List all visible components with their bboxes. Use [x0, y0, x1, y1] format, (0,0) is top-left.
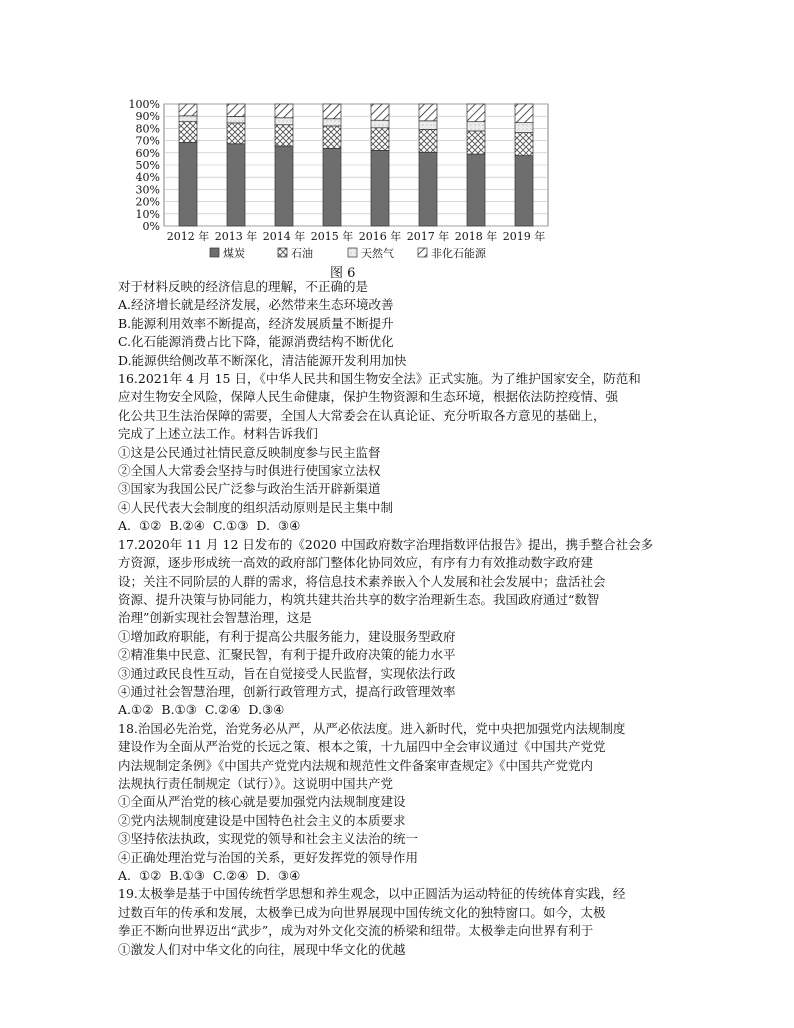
- bar-segment-4: [323, 104, 341, 119]
- y-tick-label: 70%: [135, 134, 160, 148]
- bar-segment-2: [515, 133, 533, 156]
- bar-segment-2: [371, 128, 389, 151]
- x-tick-label: 2017 年: [406, 230, 450, 243]
- q18-answer-options: A. ①② B.①③ C.②④ D. ③④: [118, 868, 301, 883]
- y-tick-label: 50%: [135, 159, 160, 172]
- q18-statement-1: ①全面从严治党的核心就是要加强党内法规制度建设: [118, 794, 406, 810]
- q17-statement-1: ①增加政府职能，有利于提高公共服务能力，建设服务型政府: [118, 628, 456, 644]
- bar-segment-4: [371, 104, 389, 120]
- q18-stem-line: 法规执行责任制规定（试行）》。这说明中国共产党: [118, 775, 394, 791]
- bar-segment-3: [515, 123, 533, 133]
- question-stem: 对于材料反映的经济信息的理解，不正确的是: [118, 279, 369, 294]
- bar-segment-2: [227, 123, 245, 144]
- bar-segment-3: [467, 122, 485, 131]
- bar-segment-1: [467, 154, 485, 226]
- bar-segment-3: [419, 121, 437, 130]
- q18-statement-4: ④正确处理治党与治国的关系，更好发挥党的领导作用: [118, 849, 419, 865]
- x-tick-label: 2014 年: [262, 230, 306, 243]
- option-a: A.经济增长就是经济发展，必然带来生态环境改善: [118, 297, 394, 313]
- legend-label: 天然气: [361, 247, 394, 260]
- q18-stem-line: 18.治国必先治党，治党务必从严，从严必依法度。进入新时代，党中央把加强党内法规制度: [118, 720, 626, 736]
- q16-statement-1: ①这是公民通过社情民意反映制度参与民主监督: [118, 444, 381, 460]
- y-tick-label: 40%: [135, 171, 160, 185]
- legend-swatch: [418, 248, 427, 257]
- bar-segment-2: [323, 126, 341, 148]
- q16-statement-4: ④人民代表大会制度的组织活动原则是民主集中制: [118, 499, 394, 515]
- q19-stem-line: 过数百年的传承和发展，太极拳已成为向世界展现中国传统文化的独特窗口。如今，太极: [118, 904, 606, 920]
- q17-stem-line: 资源、提升决策与协同能力，构筑共建共治共享的数字治理新生态。我国政府通过“数智: [118, 591, 600, 607]
- q18-stem-line: 内法规制定条例》《中国共产党党内法规和规范性文件备案审查规定》《中国共产党党内: [118, 757, 594, 773]
- x-tick-label: 2013 年: [214, 230, 258, 243]
- q18-stem-line: 建设作为全面从严治党的长远之策、根本之策，十九届四中全会审议通过《中国共产党党: [118, 739, 606, 755]
- q17-statement-3: ③通过政民良性互动，旨在自觉接受人民监督，实现依法行政: [118, 665, 456, 681]
- bar-segment-1: [323, 148, 341, 226]
- y-tick-label: 20%: [135, 195, 160, 209]
- bar-segment-4: [515, 104, 533, 123]
- q16-answer-options: A. ①② B.②④ C.①③ D. ③④: [118, 518, 301, 534]
- bar-segment-4: [179, 104, 197, 116]
- bar-segment-4: [275, 104, 293, 118]
- figure-caption: 图 6: [330, 266, 356, 281]
- x-tick-label: 2019 年: [502, 230, 546, 243]
- q17-stem-line: 方资源，逐步形成统一高效的政府部门整体化协同效应，有序有力有效推动数字政府建: [118, 555, 594, 571]
- q17-stem-line: 17.2020年 11 月 12 日发布的《2020 中国政府数字治理指数评估报告》提出，携手整合社会多: [118, 536, 654, 552]
- energy-consumption-chart: [118, 96, 558, 272]
- bar-segment-4: [467, 104, 485, 122]
- bar-segment-3: [323, 119, 341, 126]
- bar-segment-4: [227, 104, 245, 116]
- bar-segment-1: [275, 146, 293, 226]
- y-tick-label: 30%: [135, 183, 160, 197]
- bar-segment-2: [419, 129, 437, 152]
- bar-segment-1: [419, 152, 437, 226]
- bar-segment-3: [227, 116, 245, 122]
- x-tick-label: 2018 年: [454, 230, 498, 243]
- q17-statement-2: ②精准集中民意、汇聚民智，有利于提升政府决策的能力水平: [118, 647, 456, 663]
- q16-stem-line: 化公共卫生法治保障的需要，全国人大常委会在认真论证、充分听取各方意见的基础上，: [118, 407, 606, 423]
- q16-statement-2: ②全国人大常委会坚持与时俱进行使国家立法权: [118, 463, 381, 479]
- bar-segment-1: [227, 144, 245, 226]
- bar-segment-1: [371, 150, 389, 226]
- option-b: B.能源利用效率不断提高，经济发展质量不断提升: [118, 315, 394, 331]
- y-tick-label: 80%: [135, 122, 160, 136]
- option-c: C.化石能源消费占比下降，能源消费结构不断优化: [118, 334, 394, 350]
- bar-segment-1: [179, 142, 197, 226]
- legend-label: 石油: [291, 247, 313, 260]
- q19-statement-1: ①激发人们对中华文化的向往，展现中华文化的优越: [118, 941, 406, 957]
- y-tick-label: 0%: [142, 220, 160, 233]
- q17-answer-options: A.①② B.①③ C.②④ D.③④: [118, 702, 285, 718]
- y-tick-label: 60%: [135, 146, 160, 160]
- bar-segment-4: [419, 104, 437, 121]
- legend-swatch: [348, 248, 357, 257]
- legend-swatch: [278, 248, 287, 257]
- q16-stem-line: 应对生物安全风险，保障人民生命健康，保护生物资源和生态环境，根据依法防控疫情、强: [118, 389, 619, 405]
- q18-statement-3: ③坚持依法执政，实现党的领导和社会主义法治的统一: [118, 831, 419, 847]
- q16-statement-3: ③国家为我国公民广泛参与政治生活开辟新渠道: [118, 481, 381, 497]
- stacked-bar-chart: [118, 96, 558, 272]
- q18-statement-2: ②党内法规制度建设是中国特色社会主义的本质要求: [118, 812, 406, 828]
- y-tick-label: 10%: [135, 207, 160, 221]
- option-d: D.能源供给侧改革不断深化，清洁能源开发利用加快: [118, 352, 407, 368]
- x-tick-label: 2016 年: [358, 230, 402, 243]
- question-text-body: [118, 278, 688, 959]
- q16-stem-line: 完成了上述立法工作。材料告诉我们: [118, 426, 319, 442]
- legend-label: 非化石能源: [431, 247, 486, 260]
- y-tick-label: 100%: [128, 98, 160, 111]
- y-tick-label: 90%: [135, 110, 160, 124]
- bar-segment-2: [179, 122, 197, 143]
- bar-segment-3: [371, 120, 389, 128]
- q16-stem-line: 16.2021年 4 月 15 日，《中华人民共和国生物安全法》正式实施。为了维护国家安全，防范和: [118, 371, 641, 387]
- q19-stem-line: 19.太极拳是基于中国传统哲学思想和养生观念，以中正圆活为运动特征的传统体育实践，经: [118, 886, 626, 902]
- bar-segment-1: [515, 156, 533, 226]
- q17-statement-4: ④通过社会智慧治理，创新行政管理方式，提高行政管理效率: [118, 683, 456, 699]
- legend-label: 煤炭: [223, 247, 245, 260]
- bar-segment-3: [275, 118, 293, 125]
- legend-swatch: [210, 248, 219, 257]
- x-tick-label: 2012 年: [166, 230, 210, 243]
- bar-segment-2: [467, 131, 485, 154]
- bar-segment-2: [275, 125, 293, 146]
- q19-stem-line: 拳正不断向世界迈出“武步”，成为对外文化交流的桥梁和纽带。太极拳走向世界有利于: [118, 923, 594, 939]
- bar-segment-3: [179, 116, 197, 122]
- q17-stem-line: 设；关注不同阶层的人群的需求，将信息技术素养嵌入个人发展和社会发展中；盘活社会: [118, 573, 606, 589]
- x-tick-label: 2015 年: [310, 230, 354, 243]
- q17-stem-line: 治理”创新实现社会智慧治理，这是: [118, 610, 312, 626]
